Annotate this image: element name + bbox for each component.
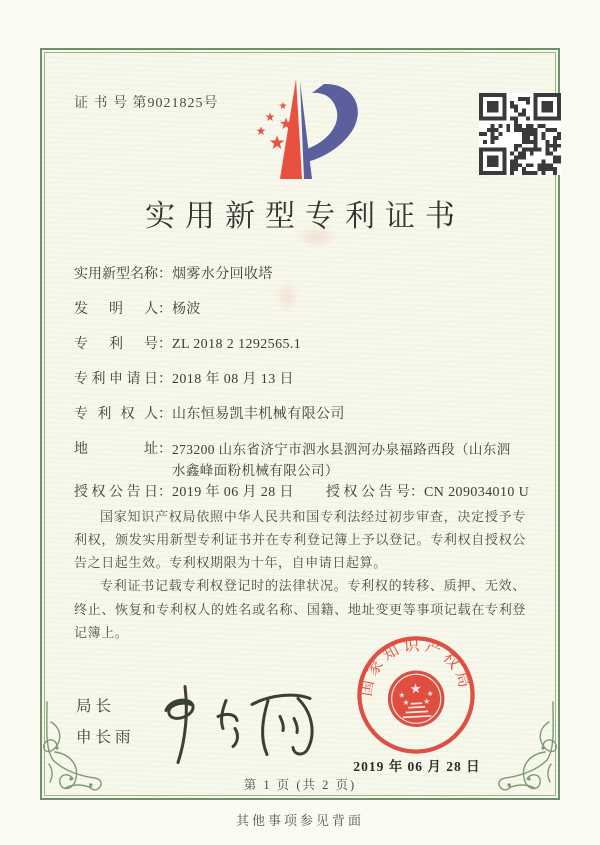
field-label: 授权公告日	[74, 485, 158, 500]
svg-text:★: ★	[398, 690, 406, 700]
field-value: 273200 山东省济宁市泗水县泗河办泉福路西段（山东泗水鑫峰面粉机械有限公司）	[172, 442, 511, 478]
national-emblem-icon	[386, 669, 445, 728]
official-seal	[347, 626, 486, 765]
field-colon: ：	[158, 407, 172, 422]
director-title: 局长	[76, 698, 116, 715]
field-value: 烟雾水分回收塔	[172, 267, 273, 282]
field-row-address	[74, 439, 526, 481]
legal-paragraph: 国家知识产权局依照中华人民共和国专利法经过初步审查，决定授予专利权，颁发实用新型专利证书并在专利登记簿上予以登记。专利权自授权公告之日起生效。专利权期限为十年，自申请日起算。	[74, 509, 526, 571]
field-label: 授权公告号	[326, 485, 410, 500]
seal-date: 2019 年 06 月 28 日	[353, 759, 481, 774]
field-label: 发明人	[74, 302, 158, 317]
field-label: 实用新型名称	[74, 267, 158, 282]
field-row-name	[74, 264, 526, 285]
field-value: CN 209034010 U	[424, 485, 530, 500]
svg-text:★: ★	[409, 681, 423, 698]
seal-text: 国家知识产权局	[357, 637, 474, 698]
page-number: 第 1 页 (共 2 页)	[243, 778, 357, 792]
field-colon: ：	[158, 267, 172, 282]
field-colon: ：	[410, 485, 424, 500]
field-value: 2019 年 06 月 28 日	[172, 485, 294, 500]
legal-paragraph: 专利证书记载专利权登记时的法律状况。专利权的转移、质押、无效、终止、恢复和专利权人的姓名或名称、国籍、地址变更等事项记载在专利登记簿上。	[74, 578, 526, 640]
field-colon: ：	[158, 302, 172, 317]
back-side-note: 其他事项参见背面	[235, 813, 364, 828]
field-colon: ：	[158, 485, 172, 500]
svg-text:★: ★	[255, 124, 267, 138]
field-colon: ：	[158, 372, 172, 387]
handwritten-signature	[140, 676, 330, 772]
svg-text:★: ★	[426, 688, 434, 699]
svg-text:★: ★	[268, 132, 286, 154]
field-value: ZL 2018 2 1292565.1	[172, 337, 302, 352]
field-colon: ：	[158, 442, 172, 457]
svg-text:★: ★	[278, 114, 294, 133]
field-row-filing-date	[74, 369, 526, 390]
director-name: 申长雨	[76, 729, 135, 746]
field-label: 专利号	[74, 337, 158, 352]
field-label: 专利权人	[74, 407, 158, 422]
field-value: 2018 年 08 月 13 日	[172, 372, 294, 387]
field-value: 杨波	[172, 302, 201, 317]
field-row-patent-number	[74, 334, 526, 355]
field-value: 山东恒易凯丰机械有限公司	[172, 407, 345, 422]
qr-code	[478, 93, 562, 175]
svg-text:★: ★	[278, 101, 288, 112]
legal-text-block	[74, 505, 526, 644]
svg-text:★: ★	[264, 110, 276, 124]
field-row-patentee	[74, 404, 526, 425]
certificate-number: 证 书 号 第9021825号	[74, 96, 219, 111]
certificate-title: 实用新型专利证书	[145, 200, 465, 233]
field-pair-announcement-number	[326, 482, 529, 503]
cnipa-patent-logo-icon	[230, 66, 370, 188]
field-label: 专利申请日	[74, 372, 158, 387]
field-row-grant	[74, 482, 530, 503]
svg-text:★: ★	[423, 696, 431, 707]
field-colon: ：	[158, 337, 172, 352]
svg-text:★: ★	[402, 697, 410, 708]
field-label: 地址	[74, 442, 158, 457]
field-row-inventor	[74, 299, 526, 320]
